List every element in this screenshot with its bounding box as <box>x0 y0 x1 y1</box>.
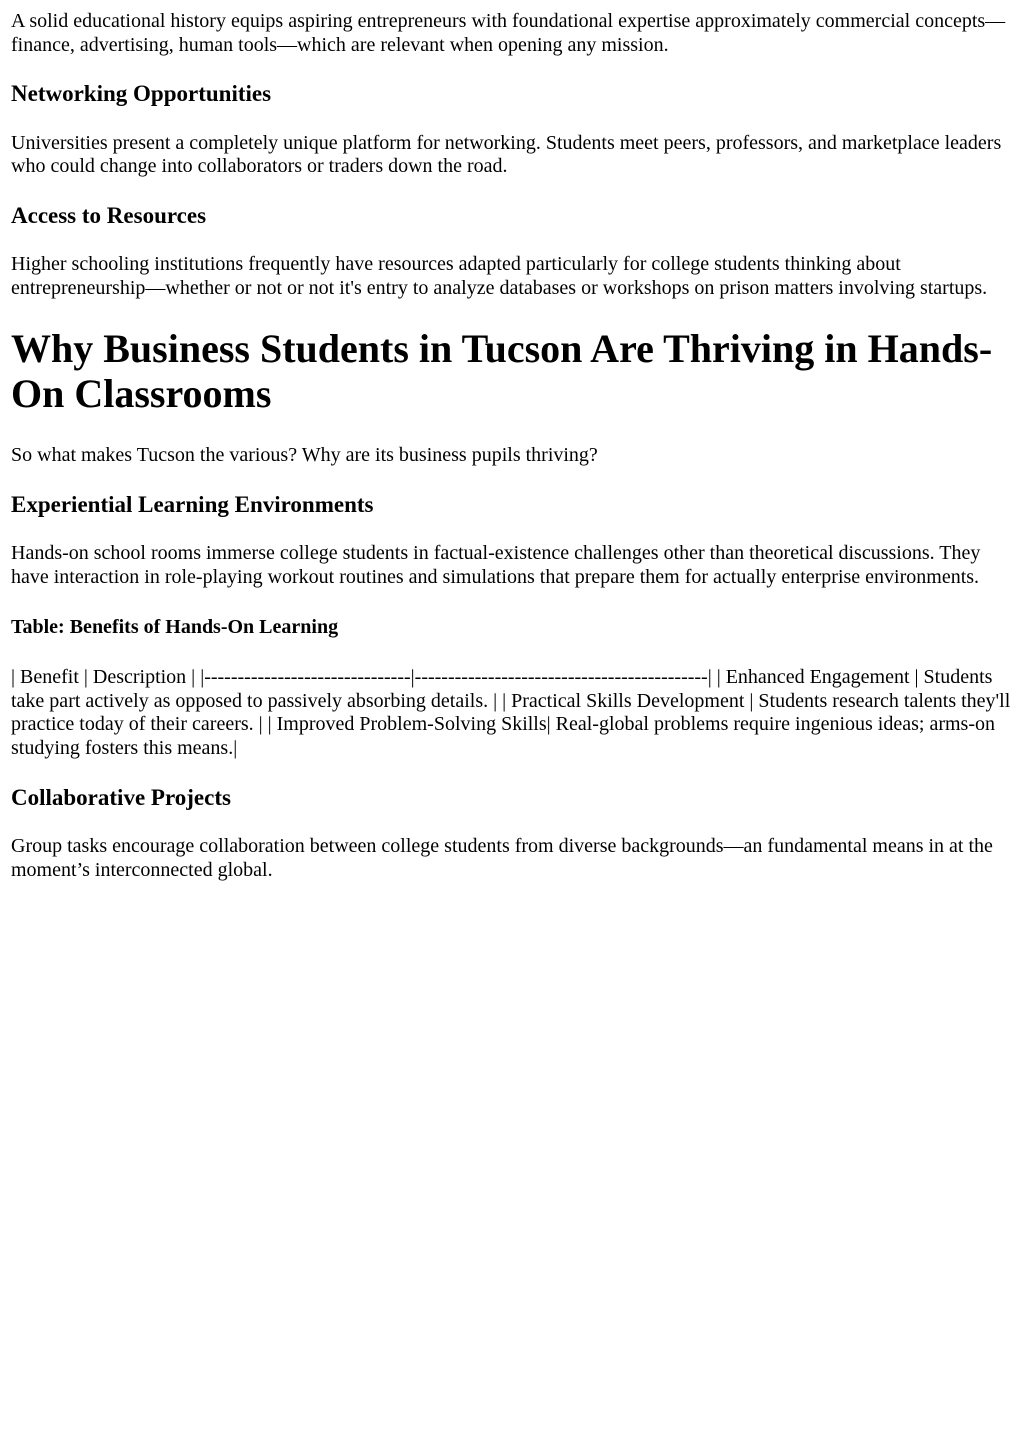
experiential-paragraph: Hands-on school rooms immerse college students in factual-existence challenges other than theoretical discussions. They have interaction in role-playing workout routines and simulations that prepare them for actually enterprise environments. <box>11 542 981 588</box>
resources-paragraph: Higher schooling institutions frequently have resources adapted particularly for college students thinking about entrepreneurship—whether or not or not it's entry to analyze databases or workshops on prison matters involving startups. <box>11 253 988 299</box>
article-body <box>11 10 1014 882</box>
intro-paragraph: A solid educational history equips aspiring entrepreneurs with foundational expertise approximately commercial concepts—finance, advertising, human tools—which are relevant when opening any mission. <box>11 10 1006 56</box>
networking-paragraph: Universities present a completely unique platform for networking. Students meet peers, professors, and marketplace leaders who could change into collaborators or traders down the road. <box>11 131 1002 178</box>
table-caption-heading: Table: Benefits of Hands-On Learning <box>11 616 339 639</box>
page-title: Why Business Students in Tucson Are Thriving in Hands-On Classrooms <box>11 326 993 417</box>
collaborative-paragraph: Group tasks encourage collaboration between college students from diverse backgrounds—an fundamental means in at the moment’s interconnected global. <box>11 835 993 881</box>
heading-networking-opportunities: Networking Opportunities <box>11 81 272 107</box>
table-markdown-text: | Benefit | Description | |-------------------------------|--------------------------------------------| | Enhanced Engagement | Students take part actively as opposed to passively absorbing details. | | Practical Skills Development | Students research talents they'll practice today of their careers. | | Improved Problem-Solving Skills| Real-global problems require ingenious ideas; arms-on studying fosters this means.| <box>11 666 1011 760</box>
heading-experiential-learning: Experiential Learning Environments <box>11 491 374 517</box>
tucson-intro-paragraph: So what makes Tucson the various? Why are its business pupils thriving? <box>11 444 598 467</box>
heading-collaborative-projects: Collaborative Projects <box>11 784 231 810</box>
heading-access-to-resources: Access to Resources <box>11 202 207 228</box>
